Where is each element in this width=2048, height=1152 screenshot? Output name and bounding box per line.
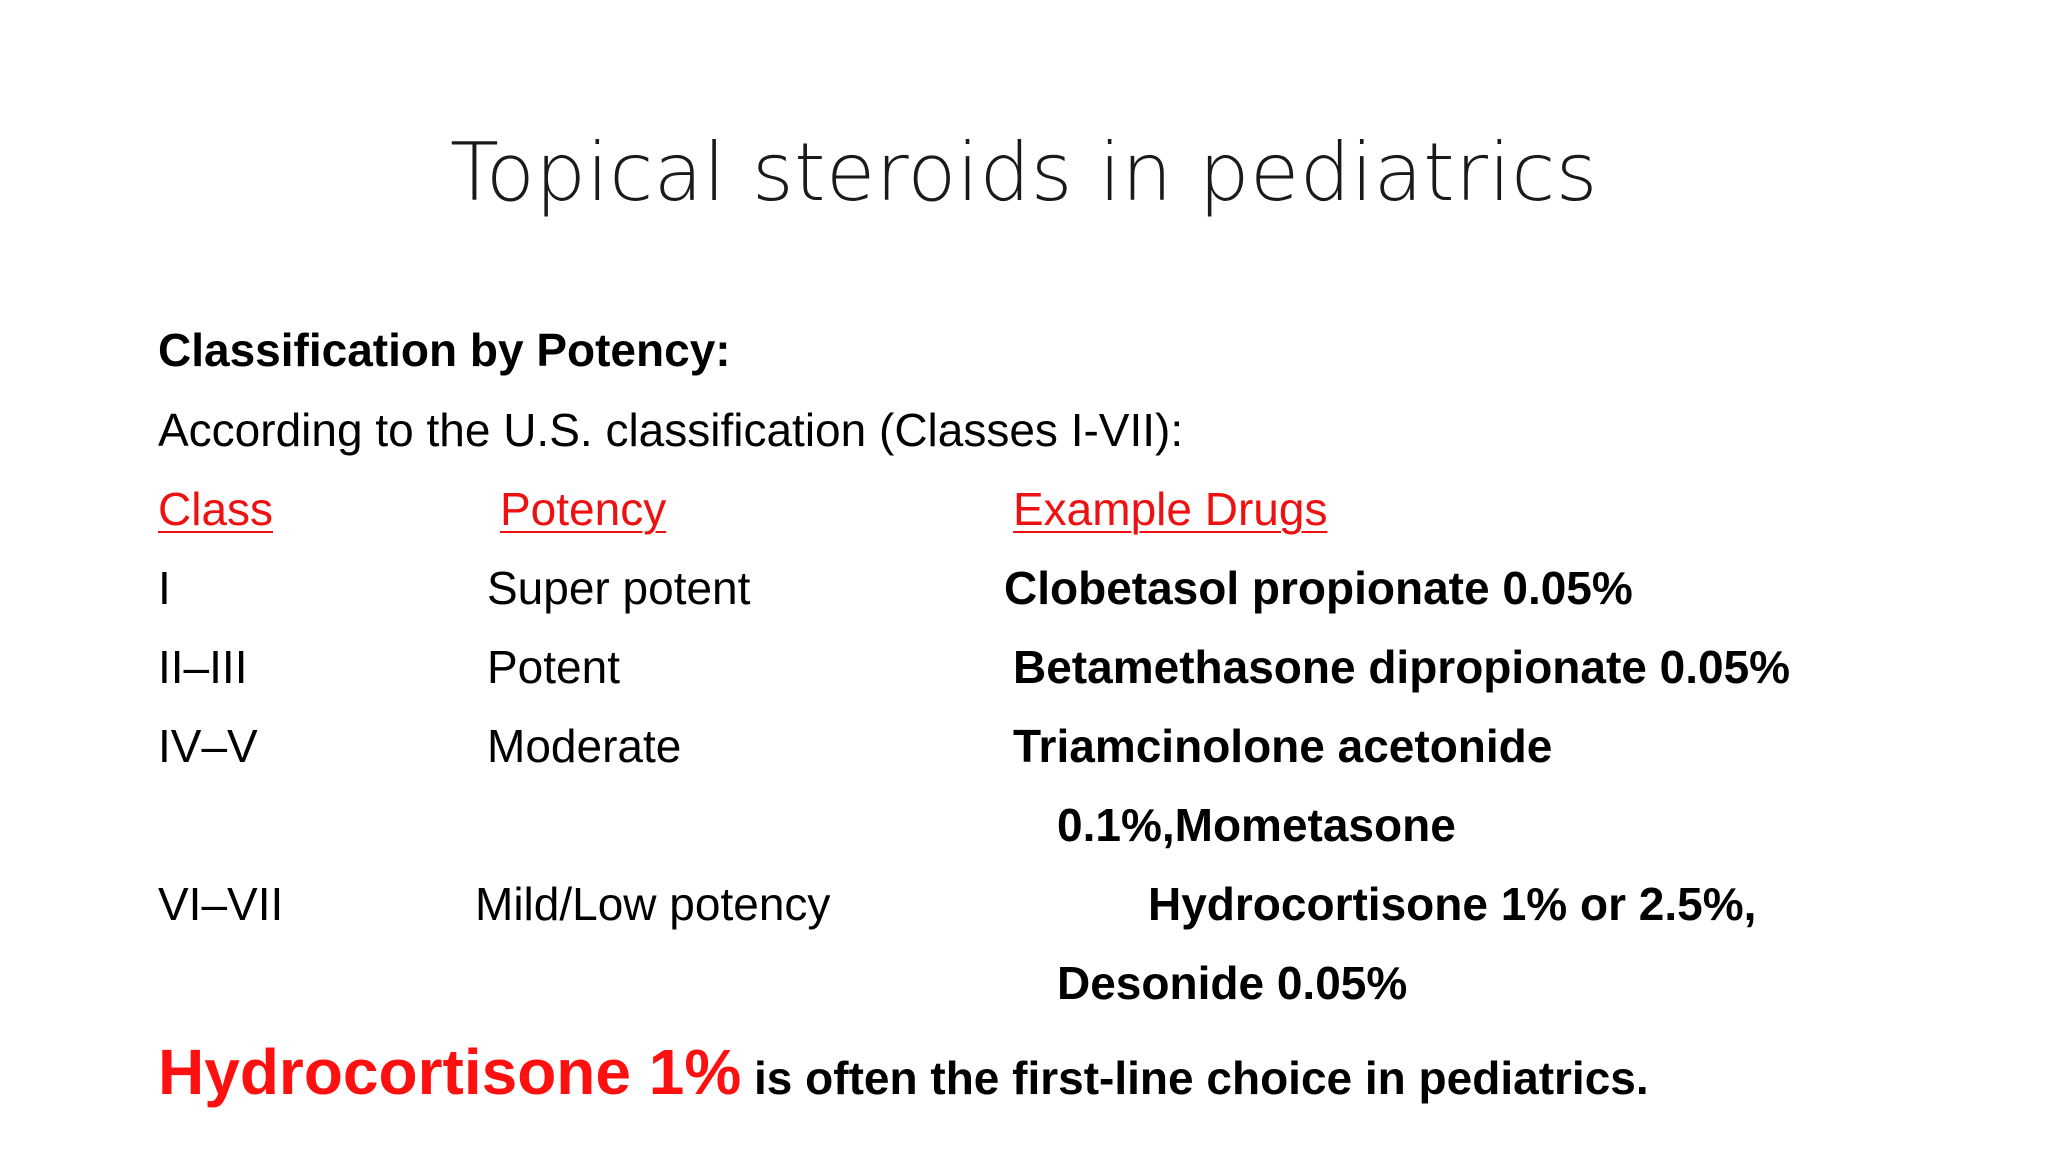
intro-text: According to the U.S. classification (Classes I-VII): [158,404,1184,456]
row-drug: Betamethasone dipropionate 0.05% [1013,641,1791,693]
row-drug-continued: 0.1%,Mometasone [1057,799,1456,851]
header-potency: Potency [500,483,667,535]
row-potency: Mild/Low potency [475,878,831,930]
conclusion-highlight: Hydrocortisone 1% [158,1036,742,1108]
slide-title: Topical steroids in pediatrics [450,126,1598,219]
row-potency: Potent [487,641,620,693]
row-class: VI–VII [158,878,284,930]
row-drug-continued: Desonide 0.05% [1057,957,1408,1009]
row-class: I [158,562,171,614]
header-class: Class [158,483,274,535]
row-drug: Clobetasol propionate 0.05% [1004,562,1633,614]
row-potency: Super potent [487,562,751,614]
row-drug: Triamcinolone acetonide [1013,720,1553,772]
header-example-drugs: Example Drugs [1013,483,1328,535]
conclusion [158,1035,1649,1115]
section-heading: Classification by Potency: [158,324,731,376]
conclusion-text: is often the first-line choice in pediatrics. [741,1052,1649,1104]
row-class: II–III [158,641,248,693]
row-class: IV–V [158,720,258,772]
row-drug: Hydrocortisone 1% or 2.5%, [1148,878,1757,930]
row-potency: Moderate [487,720,682,772]
